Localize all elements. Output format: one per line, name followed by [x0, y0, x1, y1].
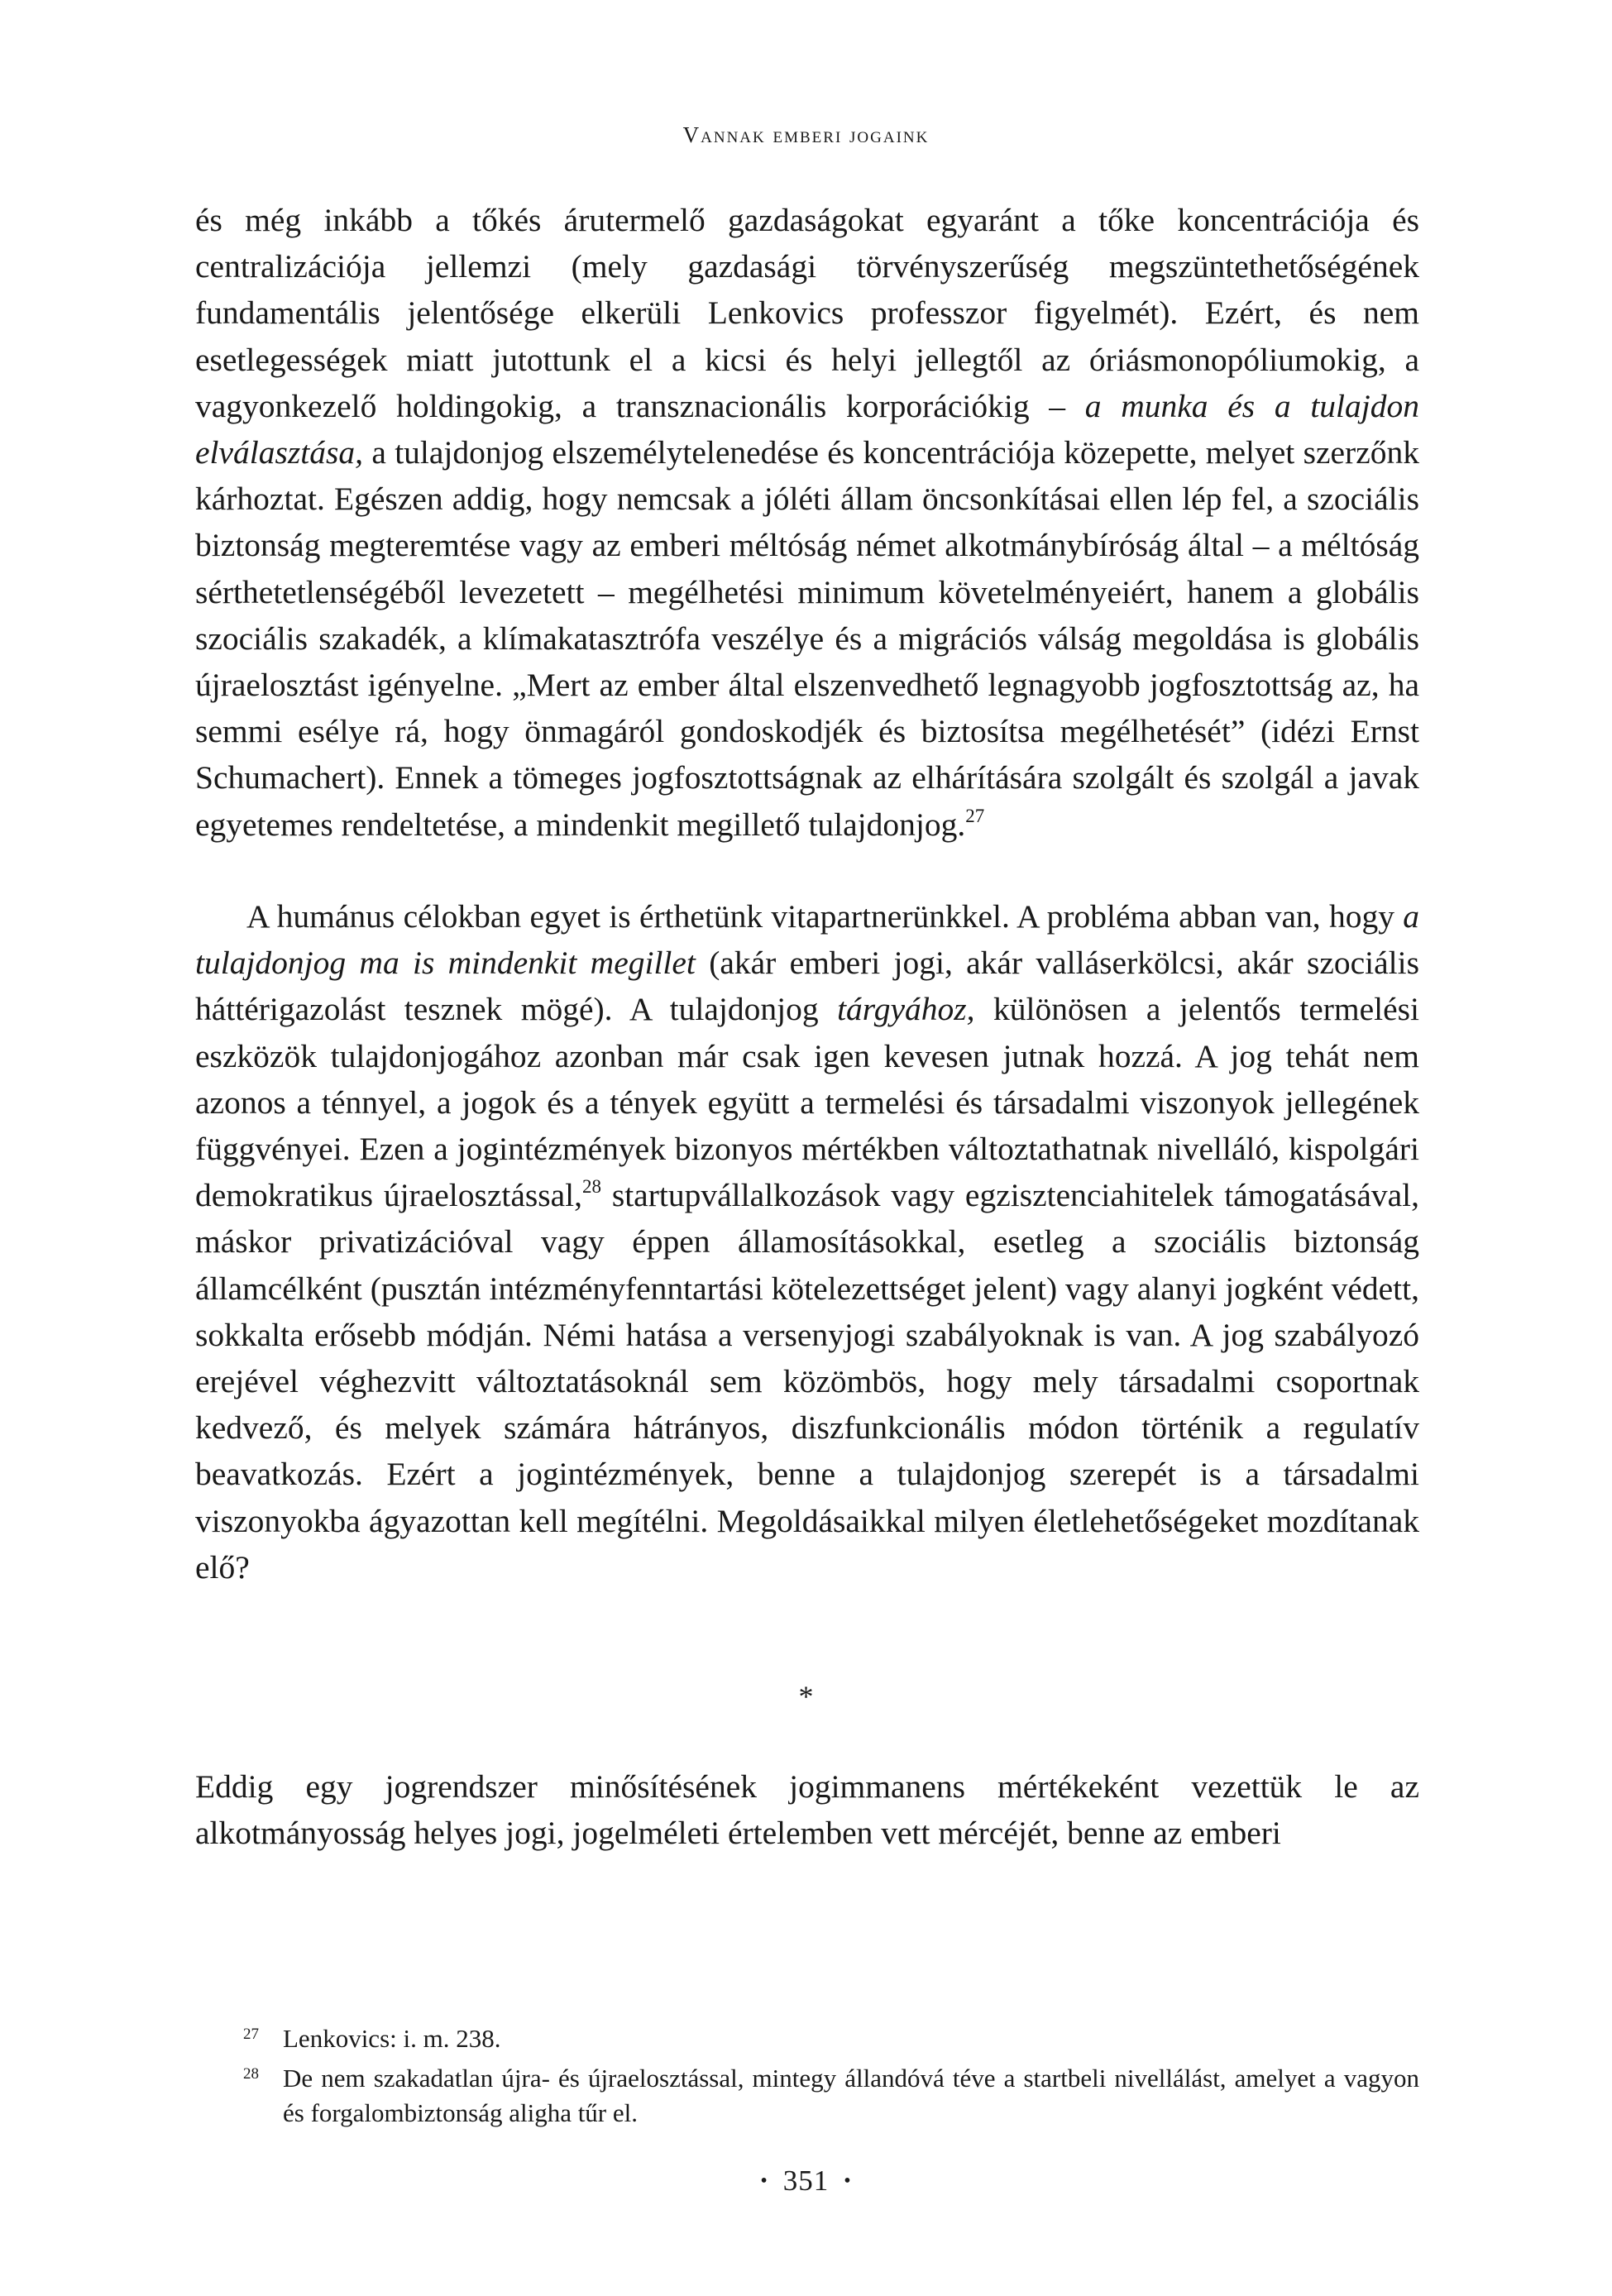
bullet-icon: • — [844, 2170, 852, 2192]
footnotes — [195, 2021, 1419, 2136]
running-header: Vannak emberi jogaink — [682, 122, 930, 147]
paragraph-2-emphasis-a: a tulajdonjog ma is mindenkit megillet — [195, 898, 1419, 982]
paragraph-1-text-a: és még inkább a tőkés árutermelő gazdaságokat egyaránt a tőke koncentrációja és centralizációja jellemzi (mely gazdasági törvényszerűség megszüntethetőségének fundamentális jelentősége elkerüli Lenkovics professzor figyelmét). Ezért, és nem esetlegességek miatt jutottunk el a kicsi és helyi jellegtől az óriásmonopóliumokig, a vagyonkezelő holdingokig, a transznacionális korporációkig – — [195, 202, 1419, 424]
footnote-text: Lenkovics: i. m. 238. — [283, 2024, 501, 2053]
paragraph-1 — [195, 197, 1419, 848]
paragraph-2-text-c: különösen a jelentős termelési eszközök tulajdonjogához azonban már csak igen kevesen jutnak hozzá. A jog tehát nem azonos a ténnyel, a jogok és a tények együtt a termelési és társadalmi viszonyok jellegének függvényei. Ezen a jogintézmények bizonyos mértékben változtathatnak nivelláló, kispolgári demokratikus újraelosztással, — [195, 991, 1419, 1214]
page-number-value: 351 — [782, 2164, 830, 2197]
page-number — [0, 2164, 1612, 2198]
footnote-number: 27 — [243, 2026, 259, 2043]
bullet-icon: • — [760, 2170, 768, 2192]
paragraph-1-text-b: a tulajdonjog elszemélytelenedése és koncentrációja közepette, melyet szerzőnk kárhoztat. Egészen addig, hogy nemcsak a jóléti állam öncsonkításai ellen lép fel, a szociális biztonság megteremtése vagy az emberi méltóság német alkotmánybíróság által – a méltóság sérthetetlenségéből levezetett – megélhetési minimum követelményeiért, hanem a globális szociális szakadék, a klímakatasztrófa veszélye és a migrációs válság megoldása is globális újraelosztást igényelne. „Mert az ember által elszenvedhető legnagyobb jogfosztottság az, ha semmi esélye rá, hogy önmagáról gondoskodjék és biztosítsa megélhetését” (idézi Ernst Schumachert). Ennek a tömeges jogfosztottságnak az elhárítására szolgált és szolgál a javak egyetemes rendeltetése, a mindenkit megillető tulajdonjog. — [195, 434, 1419, 843]
paragraph-2-text-b: (akár emberi jogi, akár valláserkölcsi, akár szociális háttérigazolást tesznek mögé). A tulajdonjog — [195, 945, 1419, 1028]
paragraph-2 — [195, 893, 1419, 1590]
footnote-28 — [195, 2061, 1419, 2131]
footnote-text: De nem szakadatlan újra- és újraelosztással, mintegy állandóvá téve a startbeli nivellálást, amelyet a vagyon és forgalombiztonság aligha tűr el. — [283, 2064, 1419, 2127]
paragraph-2-text-a: A humánus célokban egyet is érthetünk vitapartnerünkkel. A probléma abban van, hogy — [246, 898, 1404, 935]
paragraph-2-text-d: startupvállalkozások vagy egzisztenciahitelek támogatásával, máskor privatizációval vagy éppen államosításokkal, esetleg a szociális biztonság államcélként (pusztán intézményfenntartási kötelezettséget jelent) vagy alanyi jogként védett, sokkalta erősebb módján. Némi hatása a versenyjogi szabályoknak is van. A jog szabályozó erejével véghezvitt változtatásoknál sem közömbös, hogy mely társadalmi csoportnak kedvező, és melyek számára hátrányos, diszfunkcionális módon történik a regulatív beavatkozás. Ezért a jogintézmények, benne a tulajdonjog szerepét is a társadalmi viszonyokba ágyazottan kell megítélni. Megoldásaikkal milyen életlehetőségeket mozdítanak elő? — [195, 1177, 1419, 1586]
paragraph-2-emphasis-b: tárgyához, — [837, 991, 975, 1028]
footnote-ref-27[interactable]: 27 — [965, 805, 985, 826]
section-separator: * — [798, 1680, 814, 1713]
footnote-27 — [195, 2021, 1419, 2056]
paragraph-1-emphasis: a munka és a tulajdon elválasztása, — [195, 387, 1419, 471]
footnote-number: 28 — [243, 2065, 259, 2083]
paragraph-3: Eddig egy jogrendszer minősítésének jogimmanens mértékeként vezettük le az alkotmányosság helyes jogi, jogelméleti értelemben vett mércéjét, benne az emberi — [195, 1768, 1419, 1852]
footnote-ref-28[interactable]: 28 — [582, 1176, 602, 1198]
